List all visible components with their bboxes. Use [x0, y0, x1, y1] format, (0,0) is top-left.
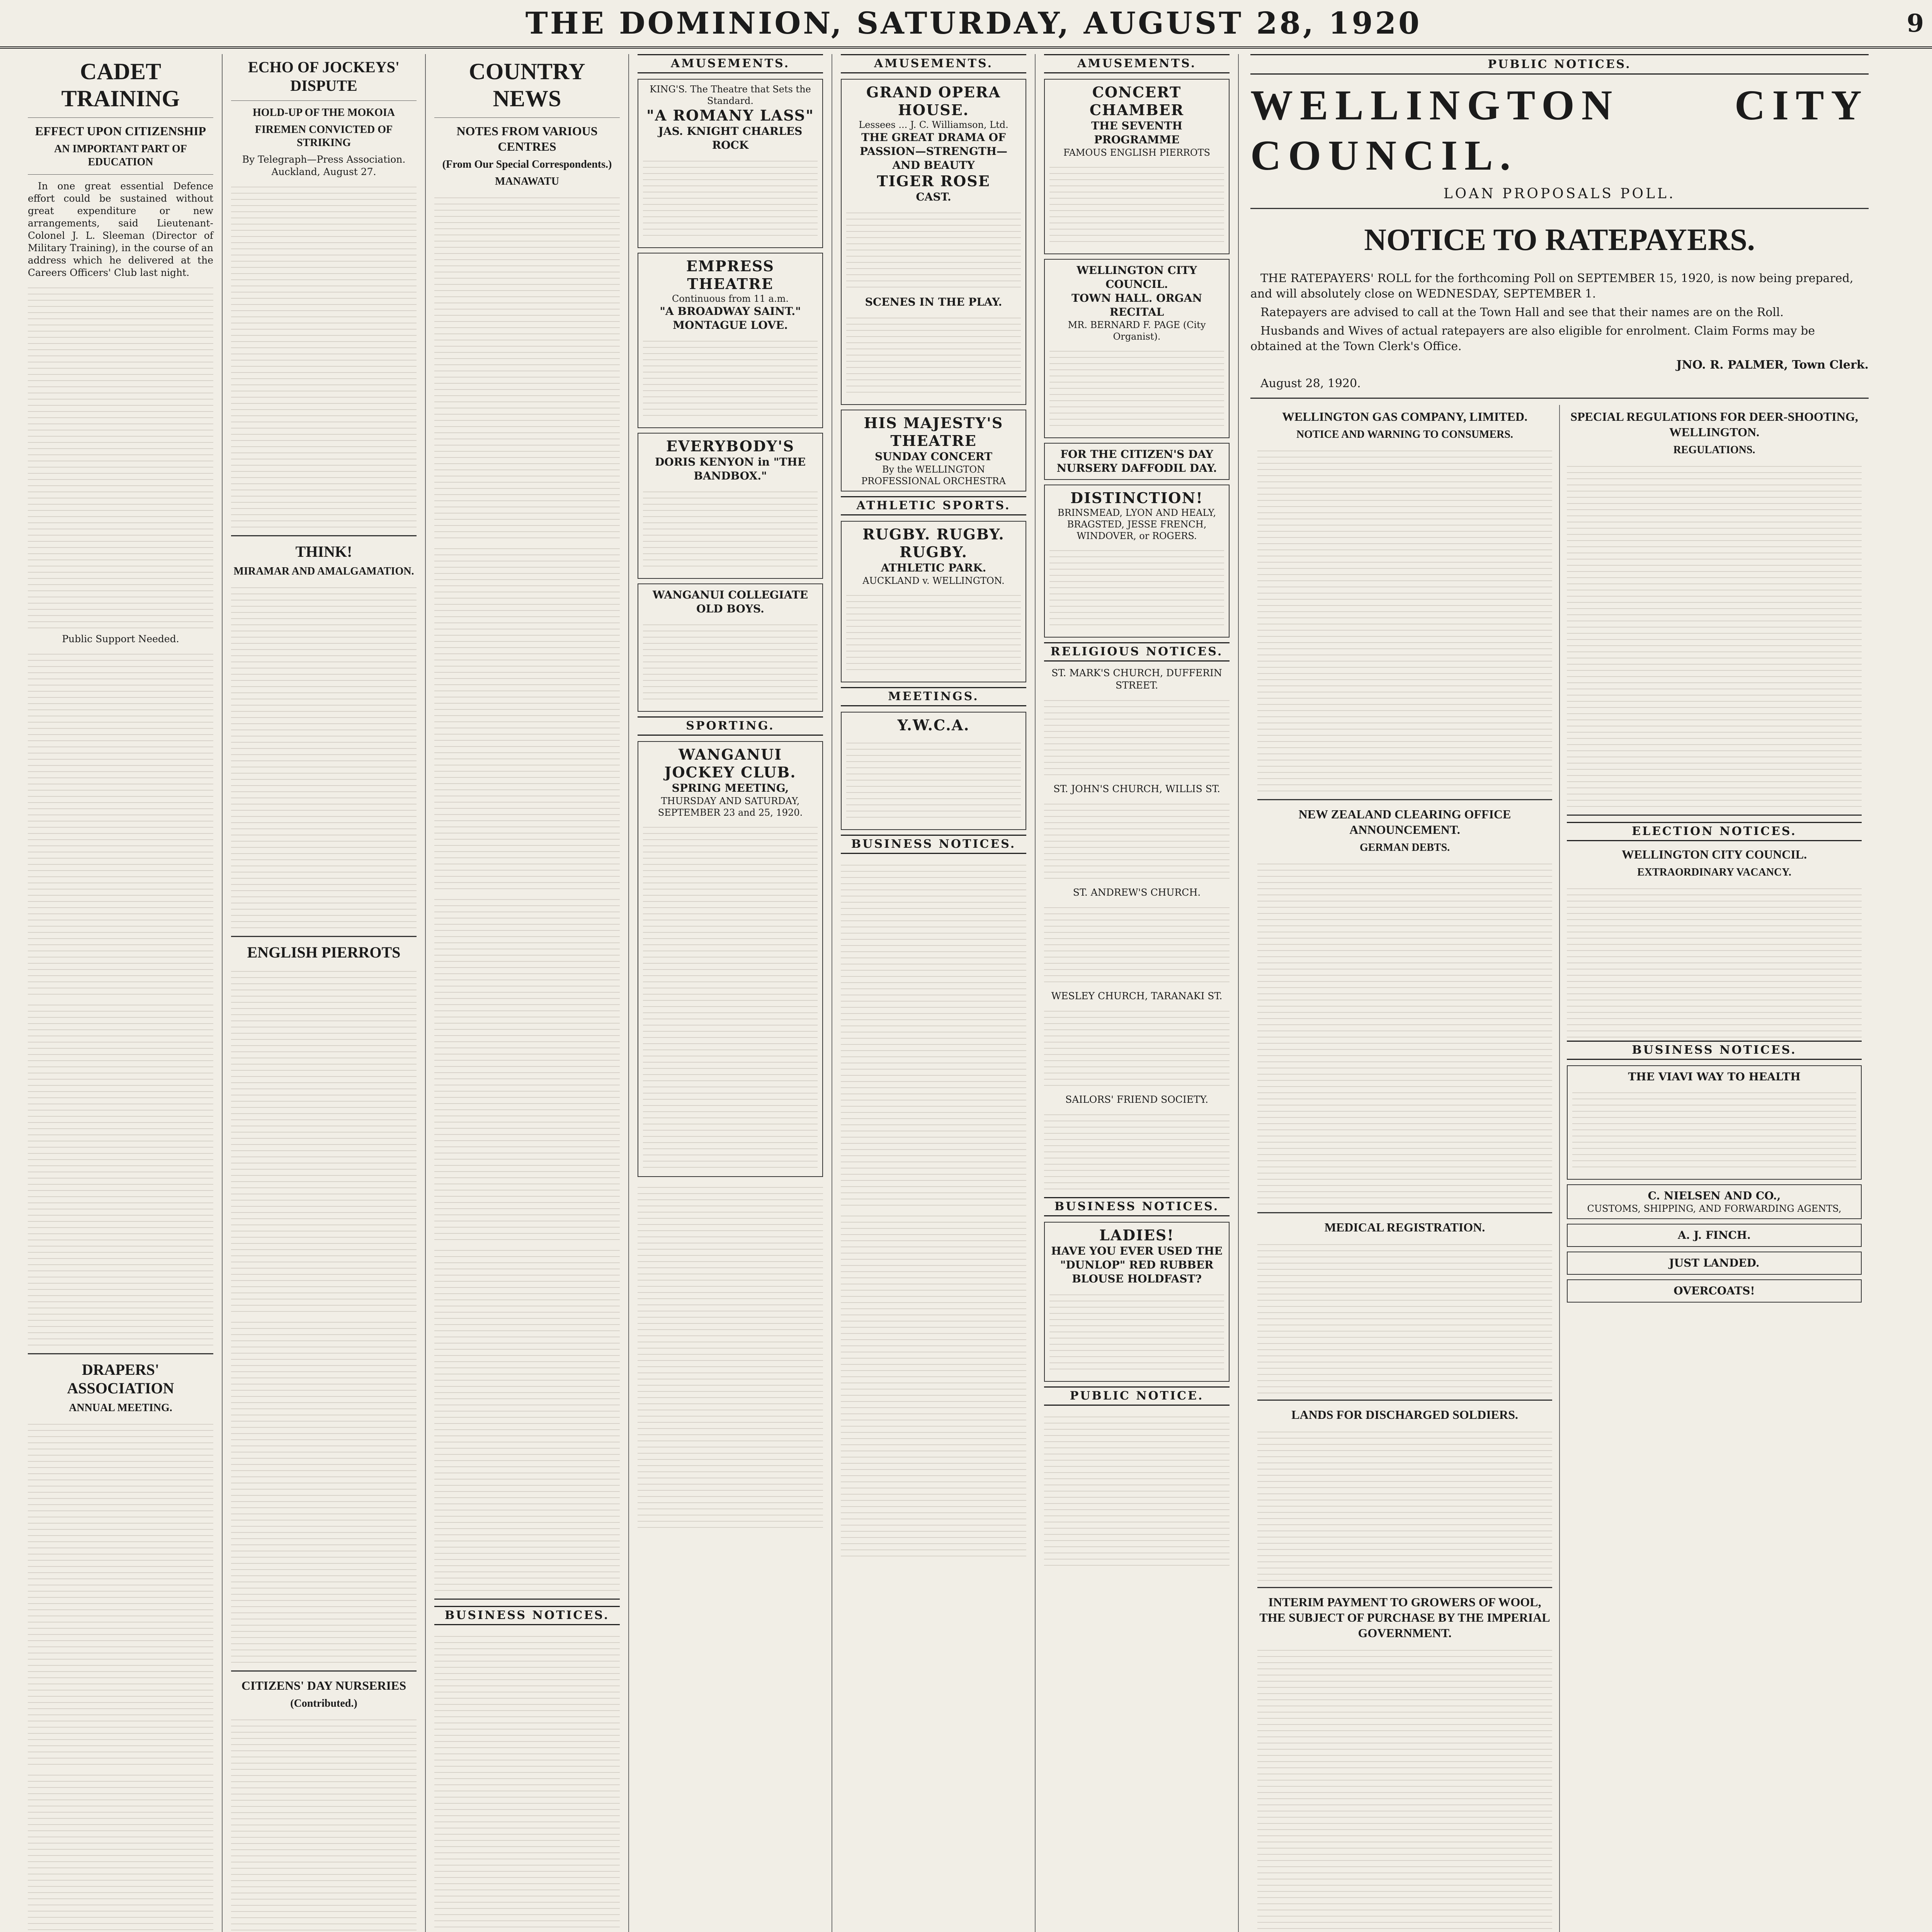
notice-text-block: [1257, 1426, 1552, 1581]
city-council-title: WELLINGTON CITY COUNCIL.: [1077, 264, 1197, 291]
election-council-heading: WELLINGTON CITY COUNCIL.: [1621, 847, 1807, 861]
regulations-heading: REGULATIONS.: [1673, 444, 1755, 456]
think-subhead: MIRAMAR AND AMALGAMATION.: [233, 565, 414, 577]
organ-recital-ad: [1044, 259, 1230, 438]
column-6: [1036, 54, 1239, 1932]
daffodil-day-title: FOR THE CITIZEN'S DAY NURSERY DAFFODIL DAY.: [1056, 448, 1217, 474]
country-news-byline: (From Our Special Correspondents.): [442, 158, 612, 170]
body-text-block: [434, 192, 620, 540]
classified-block: [638, 1182, 823, 1529]
ad-text-block: [643, 619, 818, 704]
ad-text-block: [846, 312, 1021, 397]
amusements-header-3: AMUSEMENTS.: [1044, 54, 1230, 73]
rugby-title: RUGBY. RUGBY. RUGBY.: [862, 526, 1005, 561]
body-text-block: [434, 543, 620, 891]
empress-star: MONTAGUE LOVE.: [673, 319, 788, 332]
sporting-header: SPORTING.: [638, 716, 823, 736]
ratepayers-body-1: THE RATEPAYERS' ROLL for the forthcoming Poll on SEPTEMBER 15, 1920, is now being prepared, and will absolutely close on WEDNESDAY, SEPTEMBER 1.: [1250, 272, 1854, 301]
concert-chamber-title: CONCERT CHAMBER: [1089, 83, 1184, 119]
cadet-subhead-2: AN IMPORTANT PART OF EDUCATION: [54, 143, 187, 168]
town-clerk-signature: JNO. R. PALMER, Town Clerk.: [1676, 358, 1869, 372]
pierrots-line: FAMOUS ENGLISH PIERROTS: [1063, 147, 1210, 158]
his-majestys-title: HIS MAJESTY'S THEATRE: [864, 414, 1003, 449]
body-text-block: [231, 1316, 417, 1664]
orchestra-line: By the WELLINGTON PROFESSIONAL ORCHESTRA: [861, 464, 1006, 486]
dunlop-question: HAVE YOU EVER USED THE "DUNLOP" RED RUBBER BLOUSE HOLDFAST?: [1051, 1245, 1223, 1285]
ad-text-block: [1572, 1087, 1856, 1172]
public-notices-left: [1250, 405, 1560, 1932]
loan-proposals-poll: LOAN PROPOSALS POLL.: [1443, 186, 1676, 202]
notice-text-block: [1567, 883, 1862, 1037]
organ-recital-title: TOWN HALL. ORGAN RECITAL: [1071, 292, 1202, 318]
organist-line: MR. BERNARD F. PAGE (City Organist).: [1068, 320, 1206, 342]
notice-to-ratepayers: NOTICE TO RATEPAYERS.: [1364, 223, 1755, 257]
nurseries-subhead: (Contributed.): [290, 1697, 357, 1709]
body-text-block: [28, 999, 213, 1347]
ad-text-block: [1049, 345, 1224, 430]
ad-text-block: [1049, 545, 1224, 630]
gas-warning-heading: NOTICE AND WARNING TO CONSUMERS.: [1296, 429, 1513, 440]
page-number: 9: [1906, 9, 1924, 38]
viavi-title: THE VIAVI WAY TO HEALTH: [1628, 1070, 1801, 1083]
body-text-block: [28, 1418, 213, 1766]
election-notices-header: ELECTION NOTICES.: [1567, 822, 1862, 841]
notice-text-block: [1044, 1005, 1230, 1090]
column-4: [629, 54, 832, 1932]
sailors-friend-society: SAILORS' FRIEND SOCIETY.: [1065, 1094, 1208, 1105]
overcoats-title: OVERCOATS!: [1673, 1284, 1755, 1297]
body-text-block: [231, 181, 417, 529]
column-1: [19, 54, 223, 1932]
drapers-subhead: ANNUAL MEETING.: [69, 1402, 172, 1414]
notice-text-block: [1257, 445, 1552, 793]
columns: [19, 54, 1928, 1932]
column-2: [223, 54, 426, 1932]
gas-company-heading: WELLINGTON GAS COMPANY, LIMITED.: [1282, 410, 1528, 423]
classified-block: [434, 1631, 620, 1932]
manawatu-heading: MANAWATU: [495, 175, 559, 187]
religious-notices-header: RELIGIOUS NOTICES.: [1044, 642, 1230, 662]
german-debts-heading: GERMAN DEBTS.: [1359, 842, 1450, 854]
opera-drama-desc: THE GREAT DRAMA OF PASSION—STRENGTH—AND BEAUTY: [859, 131, 1008, 172]
everybodys-title: EVERYBODY'S: [666, 437, 795, 455]
ad-text-block: [1049, 1289, 1224, 1374]
notice-text-block: [1257, 858, 1552, 1206]
business-notices-header: BUSINESS NOTICES.: [434, 1606, 620, 1625]
jockeys-subhead-2: FIREMEN CONVICTED OF STRIKING: [255, 124, 393, 149]
public-notice-header: PUBLIC NOTICE.: [1044, 1386, 1230, 1406]
jockey-club-ad: [638, 741, 823, 1177]
piano-brands: BRINSMEAD, LYON AND HEALY, BRAGSTED, JESSE FRENCH, WINDOVER, or ROGERS.: [1057, 507, 1216, 541]
medical-registration-heading: MEDICAL REGISTRATION.: [1324, 1220, 1485, 1234]
kings-tagline: KING'S. The Theatre that Sets the Standard.: [650, 84, 811, 106]
collegiate-ad: [638, 583, 823, 712]
notice-text-block: [1257, 1645, 1552, 1932]
masthead: [0, 0, 1932, 49]
ad-text-block: [1049, 162, 1224, 247]
drapers-headline: DRAPERS' ASSOCIATION: [67, 1361, 174, 1397]
church-wesley: WESLEY CHURCH, TARANAKI ST.: [1051, 990, 1223, 1002]
cadet-subhead: EFFECT UPON CITIZENSHIP: [35, 124, 206, 138]
column-5: [832, 54, 1036, 1932]
athletic-sports-header: ATHLETIC SPORTS.: [841, 496, 1026, 515]
nielsen-ad: [1567, 1184, 1862, 1219]
body-text-block: [28, 282, 213, 630]
romany-lass-title: "A ROMANY LASS": [646, 107, 814, 124]
empress-title: EMPRESS THEATRE: [686, 257, 775, 293]
country-news-subhead: NOTES FROM VARIOUS CENTRES: [456, 124, 598, 153]
church-st-andrews: ST. ANDREW'S CHURCH.: [1073, 887, 1201, 898]
amusements-header: AMUSEMENTS.: [638, 54, 823, 73]
ywca-ad: [841, 712, 1026, 830]
ad-text-block: [846, 207, 1021, 292]
notice-text-block: [1044, 902, 1230, 987]
public-notices-right: [1560, 405, 1869, 1932]
extraordinary-vacancy: EXTRAORDINARY VACANCY.: [1637, 866, 1791, 878]
concert-chamber-ad: [1044, 79, 1230, 254]
city-council-headline: WELLINGTON CITY COUNCIL.: [1250, 82, 1869, 179]
masthead-title: THE DOMINION, SATURDAY, AUGUST 28, 1920: [525, 5, 1422, 41]
business-notices-header-2: BUSINESS NOTICES.: [841, 835, 1026, 854]
body-text-block: [231, 966, 417, 1313]
empress-theatre-ad: [638, 253, 823, 428]
public-notices-subcolumns: [1250, 405, 1869, 1932]
just-landed-ad: [1567, 1252, 1862, 1275]
meeting-dates: THURSDAY AND SATURDAY, SEPTEMBER 23 and 25, 1920.: [658, 796, 803, 818]
ad-text-block: [643, 821, 818, 1169]
ratepayers-date: August 28, 1920.: [1260, 377, 1361, 390]
nurseries-headline: CITIZENS' DAY NURSERIES: [241, 1679, 406, 1692]
nielsen-title: C. NIELSEN AND CO.,: [1648, 1189, 1781, 1202]
athletic-park: ATHLETIC PARK.: [881, 561, 986, 574]
public-notices-header: PUBLIC NOTICES.: [1250, 54, 1869, 75]
nielsen-desc: CUSTOMS, SHIPPING, AND FORWARDING AGENTS,: [1587, 1203, 1842, 1214]
jockeys-headline: ECHO OF JOCKEYS' DISPUTE: [248, 58, 400, 94]
business-notices-header-4: BUSINESS NOTICES.: [1567, 1041, 1862, 1060]
wool-payment-heading: INTERIM PAYMENT TO GROWERS OF WOOL, THE SUBJECT OF PURCHASE BY THE IMPERIAL GOVERNMENT.: [1259, 1595, 1550, 1640]
ad-text-block: [846, 590, 1021, 675]
notice-text-block: [1044, 798, 1230, 883]
dunlop-ad: [1044, 1222, 1230, 1382]
distinction-ad: [1044, 485, 1230, 638]
church-st-marks: ST. MARK'S CHURCH, DUFFERIN STREET.: [1051, 667, 1222, 691]
meetings-header: MEETINGS.: [841, 687, 1026, 706]
daffodil-day-ad: [1044, 443, 1230, 480]
body-text-block: [28, 1769, 213, 1932]
tiger-rose-title: TIGER ROSE: [877, 172, 990, 190]
country-news-headline: COUNTRY NEWS: [469, 59, 585, 111]
overcoats-ad: [1567, 1279, 1862, 1303]
rugby-ad: [841, 521, 1026, 682]
cadet-training-headline: CADET TRAINING: [61, 59, 180, 111]
sunday-concert: SUNDAY CONCERT: [874, 450, 993, 463]
cadet-subsection: Public Support Needed.: [62, 633, 179, 645]
classified-block: [841, 859, 1026, 1207]
grand-opera-house-ad: [841, 79, 1026, 405]
pierrots-headline: ENGLISH PIERROTS: [247, 944, 401, 961]
kings-stars: JAS. KNIGHT CHARLES ROCK: [658, 125, 803, 151]
spring-meeting: SPRING MEETING,: [672, 782, 789, 794]
body-text-block: [434, 894, 620, 1242]
cadet-body: In one great essential Defence effort could be sustained without great expenditure or new arrangements, said Lieutenant-Colonel J. L. Sleeman (Director of Military Training), in the course of an address which he delivered at the Careers Officers' Club last night.: [28, 180, 213, 278]
his-majestys-ad: [841, 410, 1026, 492]
distinction-title: DISTINCTION!: [1070, 489, 1203, 507]
ladies-title: LADIES!: [1099, 1226, 1175, 1244]
seventh-programme: THE SEVENTH PROGRAMME: [1091, 119, 1182, 146]
body-text-block: [231, 582, 417, 930]
ad-text-block: [643, 335, 818, 420]
jockeys-subhead: HOLD-UP OF THE MOKOIA: [253, 107, 395, 119]
body-text-block: [231, 1714, 417, 1932]
ad-text-block: [846, 737, 1021, 822]
jockey-club-title: WANGANUI JOCKEY CLUB.: [664, 746, 796, 781]
viavi-ad: [1567, 1065, 1862, 1180]
notice-text-block: [1044, 1411, 1230, 1566]
jockeys-dateline: By Telegraph—Press Association. Auckland, August 27.: [242, 154, 406, 177]
ratepayers-body-2: Ratepayers are advised to call at the Town Hall and see that their names are on the Roll.: [1260, 306, 1784, 319]
opera-house-title: GRAND OPERA HOUSE.: [866, 83, 1001, 119]
clearing-office-heading: NEW ZEALAND CLEARING OFFICE ANNOUNCEMENT.: [1298, 807, 1511, 837]
empress-hours: Continuous from 11 a.m.: [672, 293, 789, 304]
scenes-heading: SCENES IN THE PLAY.: [865, 296, 1002, 308]
ywca-title: Y.W.C.A.: [897, 716, 970, 734]
collegiate-title: WANGANUI COLLEGIATE OLD BOYS.: [652, 588, 808, 615]
business-notices-header-3: BUSINESS NOTICES.: [1044, 1197, 1230, 1216]
ad-text-block: [643, 155, 818, 240]
broadway-saint-title: "A BROADWAY SAINT.": [660, 305, 801, 318]
church-st-johns: ST. JOHN'S CHURCH, WILLIS ST.: [1053, 783, 1220, 794]
deer-shooting-heading: SPECIAL REGULATIONS FOR DEER-SHOOTING, WELLINGTON.: [1570, 410, 1858, 439]
body-text-block: [434, 1245, 620, 1592]
everybodys-ad: [638, 433, 823, 579]
ad-text-block: [643, 486, 818, 571]
finch-title: A. J. FINCH.: [1678, 1229, 1751, 1242]
just-landed-title: JUST LANDED.: [1669, 1257, 1760, 1269]
cast-heading: CAST.: [916, 190, 951, 203]
rugby-match: AUCKLAND v. WELLINGTON.: [862, 575, 1005, 586]
think-headline: THINK!: [295, 543, 352, 560]
kings-theatre-ad: [638, 79, 823, 248]
body-text-block: [28, 648, 213, 996]
public-notices-area: [1239, 54, 1880, 1932]
column-3: [426, 54, 629, 1932]
ratepayers-body-3: Husbands and Wives of actual ratepayers are also eligible for enrolment. Claim Forms may be obtained at the Town Clerk's Office.: [1250, 324, 1815, 353]
classified-block: [841, 1210, 1026, 1558]
amusements-header-2: AMUSEMENTS.: [841, 54, 1026, 73]
bandbox-title: DORIS KENYON in "THE BANDBOX.": [655, 456, 806, 482]
notice-text-block: [1567, 461, 1862, 808]
finch-ad: [1567, 1224, 1862, 1247]
lands-soldiers-heading: LANDS FOR DISCHARGED SOLDIERS.: [1291, 1408, 1518, 1422]
opera-house-lessees: Lessees ... J. C. Williamson, Ltd.: [859, 119, 1009, 130]
notice-text-block: [1257, 1239, 1552, 1393]
notice-text-block: [1044, 695, 1230, 780]
notice-text-block: [1044, 1109, 1230, 1194]
